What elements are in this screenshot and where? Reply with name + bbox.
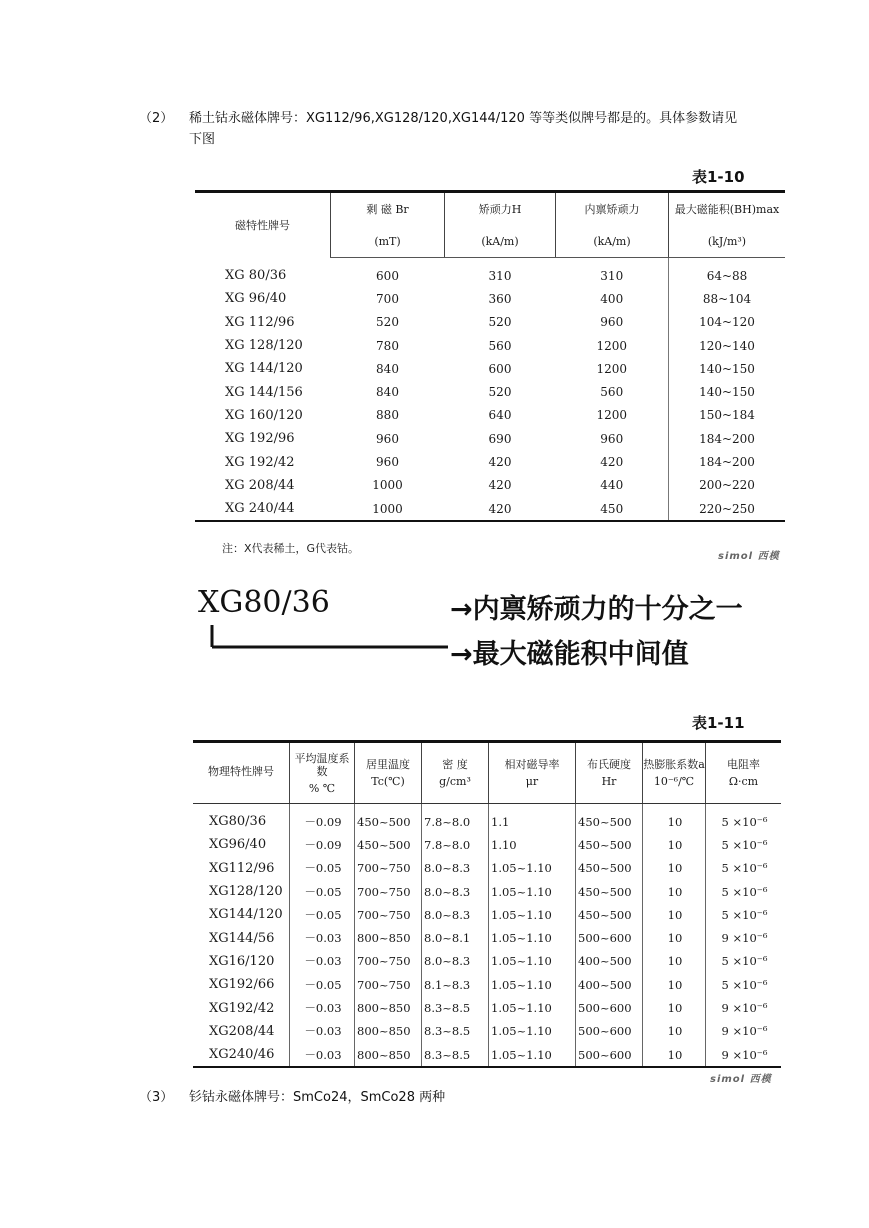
value-cell: 5 ×10⁻⁶ (706, 880, 782, 903)
value-cell: 880 (376, 408, 399, 423)
grade-cell: XG 192/42 (225, 454, 295, 470)
value-cell: 120~140 (669, 334, 786, 357)
value-cell: 9 ×10⁻⁶ (706, 1043, 782, 1067)
value-cell: 8.3~8.5 (422, 1043, 489, 1067)
value-cell: 1.05~1.10 (489, 973, 576, 996)
value-cell: 700~750 (355, 880, 422, 903)
value-cell: 5 ×10⁻⁶ (706, 903, 782, 926)
table-2 (193, 740, 781, 1068)
legend-code: XG80/36 (198, 585, 330, 620)
value-cell: 7.8~8.0 (422, 804, 489, 834)
value-cell: 10 (643, 1020, 706, 1043)
value-cell: 840 (376, 361, 399, 376)
table-2-header (355, 742, 422, 804)
value-cell: 9 ×10⁻⁶ (706, 926, 782, 949)
value-cell: 5 ×10⁻⁶ (706, 973, 782, 996)
table-2-header (290, 742, 355, 804)
value-cell: 560 (600, 385, 624, 400)
value-cell: 420 (488, 501, 512, 516)
table-2-body (193, 804, 781, 1068)
table-2-header-label: 相对磁导率 (504, 758, 560, 771)
value-cell: 800~850 (355, 926, 422, 949)
value-cell: －0.03 (290, 926, 355, 949)
table-2-header-label: 居里温度 (366, 758, 410, 771)
table-1-body (195, 258, 785, 522)
table-row (195, 380, 785, 403)
grade-cell: XG 112/96 (225, 314, 295, 330)
value-cell: 400 (600, 291, 624, 306)
grade-cell: XG208/44 (209, 1023, 275, 1039)
value-cell: 310 (600, 268, 624, 283)
paragraph-2-text: 稀土钴永磁体牌号：XG112/96,XG128/120,XG144/120 等等类似牌号都是的。具体参数请见下图 (189, 111, 738, 147)
legend-line-1: →内禀矫顽力的十分之一 (450, 594, 743, 625)
value-cell: 960 (376, 431, 399, 446)
value-cell: 500~600 (576, 996, 643, 1019)
value-cell: 700~750 (355, 903, 422, 926)
value-cell: 9 ×10⁻⁶ (706, 996, 782, 1019)
table-2-title: 表1-11 (692, 714, 745, 732)
table-row (193, 1043, 781, 1067)
table-2-header (422, 742, 489, 804)
table-1-unit-br: (mT) (331, 225, 445, 258)
table-row (193, 996, 781, 1019)
value-cell: 10 (643, 950, 706, 973)
grade-cell: XG144/120 (209, 907, 283, 923)
value-cell: 420 (488, 455, 512, 470)
value-cell: 700~750 (355, 950, 422, 973)
table-1-title: 表1-10 (692, 168, 745, 186)
value-cell: 1.05~1.10 (489, 1020, 576, 1043)
table-1 (195, 190, 785, 522)
value-cell: 700 (376, 291, 399, 306)
value-cell: 1200 (596, 338, 628, 353)
value-cell: 104~120 (669, 311, 786, 334)
value-cell: 1200 (596, 361, 628, 376)
table-2-header-label: 热膨胀系数a (643, 758, 705, 771)
table-2-header-unit: Ω·cm (728, 775, 759, 788)
table-row (193, 1020, 781, 1043)
value-cell: 200~220 (669, 474, 786, 497)
value-cell: 600 (376, 268, 399, 283)
value-cell: 500~600 (576, 926, 643, 949)
table-2-header-unit: Tc(℃) (371, 775, 405, 788)
value-cell: 500~600 (576, 1043, 643, 1067)
table-2-header (489, 742, 576, 804)
grade-cell: XG240/46 (209, 1047, 275, 1063)
value-cell: 8.0~8.3 (422, 903, 489, 926)
value-cell: 184~200 (669, 427, 786, 450)
value-cell: －0.03 (290, 996, 355, 1019)
value-cell: 5 ×10⁻⁶ (706, 804, 782, 834)
value-cell: 1.05~1.10 (489, 880, 576, 903)
value-cell: 960 (600, 315, 624, 330)
value-cell: －0.09 (290, 804, 355, 834)
value-cell: －0.05 (290, 903, 355, 926)
value-cell: 400~500 (576, 950, 643, 973)
value-cell: 450 (600, 501, 624, 516)
value-cell: 700~750 (355, 973, 422, 996)
value-cell: 1.10 (489, 833, 576, 856)
value-cell: 5 ×10⁻⁶ (706, 950, 782, 973)
value-cell: 5 ×10⁻⁶ (706, 833, 782, 856)
table-2-header-unit: Hr (601, 775, 617, 788)
value-cell: 1.05~1.10 (489, 857, 576, 880)
paragraph-2-number: （2） (139, 111, 174, 126)
value-cell: －0.05 (290, 973, 355, 996)
value-cell: 690 (488, 431, 512, 446)
value-cell: 420 (488, 478, 512, 493)
table-1-unit-hc: (kA/m) (445, 225, 556, 258)
value-cell: 520 (376, 315, 399, 330)
value-cell: 420 (600, 455, 624, 470)
value-cell: 960 (600, 431, 624, 446)
grade-cell: XG 80/36 (225, 267, 287, 283)
value-cell: 10 (643, 903, 706, 926)
table-2-header-label: 布氏硬度 (587, 758, 631, 771)
table-row (195, 258, 785, 288)
grade-cell: XG 240/44 (225, 501, 295, 517)
grade-cell: XG 192/96 (225, 431, 295, 447)
table-row (195, 357, 785, 380)
grade-cell: XG192/42 (209, 1000, 275, 1016)
value-cell: 450~500 (355, 833, 422, 856)
value-cell: 840 (376, 385, 399, 400)
value-cell: 560 (488, 338, 512, 353)
table-1-note: 注：X代表稀土，G代表钴。 (222, 542, 360, 555)
value-cell: 450~500 (576, 833, 643, 856)
grade-cell: XG 96/40 (225, 291, 287, 307)
value-cell: －0.03 (290, 950, 355, 973)
grade-cell: XG16/120 (209, 953, 275, 969)
value-cell: 10 (643, 857, 706, 880)
table-row (195, 450, 785, 473)
table-row (193, 903, 781, 926)
value-cell: 450~500 (576, 903, 643, 926)
grade-cell: XG192/66 (209, 977, 275, 993)
table-2-header (706, 742, 782, 804)
value-cell: 1000 (372, 478, 403, 493)
table-2-header-unit: μr (525, 775, 539, 788)
value-cell: 520 (488, 315, 512, 330)
value-cell: 600 (488, 361, 512, 376)
watermark-logo: simol 西模 (718, 551, 780, 562)
value-cell: 8.0~8.1 (422, 926, 489, 949)
grade-code-legend (198, 585, 758, 675)
value-cell: 10 (643, 804, 706, 834)
grade-cell: XG144/56 (209, 930, 275, 946)
value-cell: 450~500 (576, 880, 643, 903)
value-cell: 64~88 (669, 258, 786, 288)
table-2-header (193, 742, 290, 804)
value-cell: 440 (600, 478, 624, 493)
grade-cell: XG 144/156 (225, 384, 303, 400)
table-1-header-grade: 磁特性牌号 (235, 219, 290, 233)
paragraph-3-text: 钐钴永磁体牌号：SmCo24，SmCo28 两种 (189, 1090, 446, 1105)
value-cell: 520 (488, 385, 512, 400)
value-cell: 184~200 (669, 450, 786, 473)
value-cell: 500~600 (576, 1020, 643, 1043)
grade-cell: XG112/96 (209, 860, 275, 876)
value-cell: －0.05 (290, 880, 355, 903)
value-cell: 10 (643, 996, 706, 1019)
value-cell: 960 (376, 455, 399, 470)
table-row (193, 857, 781, 880)
table-2-header-unit: % ℃ (308, 781, 336, 795)
watermark-logo: simol 西模 (710, 1074, 772, 1085)
value-cell: 8.0~8.3 (422, 950, 489, 973)
table-2-header-unit: g/cm³ (439, 775, 471, 788)
value-cell: 150~184 (669, 404, 786, 427)
value-cell: 1.05~1.10 (489, 926, 576, 949)
value-cell: 1.1 (489, 804, 576, 834)
value-cell: 1.05~1.10 (489, 903, 576, 926)
grade-cell: XG 160/120 (225, 407, 303, 423)
table-row (193, 973, 781, 996)
table-row (195, 311, 785, 334)
paragraph-3-number: （3） (139, 1090, 174, 1105)
value-cell: 640 (488, 408, 512, 423)
table-1-header-bhmax: 最大磁能积(BH)max (669, 192, 786, 226)
value-cell: 1.05~1.10 (489, 950, 576, 973)
legend-line-2: →最大磁能积中间值 (450, 639, 689, 670)
table-row (193, 880, 781, 903)
table-row (193, 950, 781, 973)
value-cell: 400~500 (576, 973, 643, 996)
table-1-header-hci: 内禀矫顽力 (556, 192, 669, 226)
value-cell: 450~500 (355, 804, 422, 834)
value-cell: 310 (488, 268, 512, 283)
value-cell: －0.03 (290, 1020, 355, 1043)
table-row (195, 334, 785, 357)
value-cell: 1200 (596, 408, 628, 423)
table-2-header (576, 742, 643, 804)
value-cell: 10 (643, 833, 706, 856)
table-row (195, 427, 785, 450)
table-1-header-hc: 矫顽力H (445, 192, 556, 226)
value-cell: 9 ×10⁻⁶ (706, 1020, 782, 1043)
value-cell: 5 ×10⁻⁶ (706, 857, 782, 880)
value-cell: 10 (643, 973, 706, 996)
grade-cell: XG128/120 (209, 884, 283, 900)
value-cell: 1000 (372, 501, 403, 516)
grade-cell: XG 128/120 (225, 338, 303, 354)
table-row (193, 833, 781, 856)
grade-cell: XG 144/120 (225, 361, 303, 377)
table-1-unit-bhmax: (kJ/m³) (669, 225, 786, 258)
value-cell: 8.3~8.5 (422, 996, 489, 1019)
value-cell: 10 (643, 1043, 706, 1067)
value-cell: 800~850 (355, 1020, 422, 1043)
table-row (195, 497, 785, 521)
value-cell: 88~104 (669, 287, 786, 310)
table-2-header-label: 密 度 (442, 758, 468, 771)
table-row (193, 926, 781, 949)
table-row (195, 404, 785, 427)
table-row (195, 287, 785, 310)
value-cell: 800~850 (355, 1043, 422, 1067)
value-cell: 800~850 (355, 996, 422, 1019)
value-cell: 1.05~1.10 (489, 996, 576, 1019)
table-2-header-unit: 10⁻⁶/℃ (653, 775, 695, 788)
table-row (193, 804, 781, 834)
value-cell: 7.8~8.0 (422, 833, 489, 856)
grade-cell: XG80/36 (209, 814, 267, 830)
value-cell: －0.05 (290, 857, 355, 880)
value-cell: 8.0~8.3 (422, 857, 489, 880)
table-2-header-label: 平均温度系数 (294, 751, 350, 778)
value-cell: 780 (376, 338, 399, 353)
value-cell: 10 (643, 880, 706, 903)
grade-cell: XG96/40 (209, 837, 267, 853)
value-cell: －0.09 (290, 833, 355, 856)
value-cell: 450~500 (576, 804, 643, 834)
grade-cell: XG 208/44 (225, 477, 295, 493)
value-cell: 1.05~1.10 (489, 1043, 576, 1067)
value-cell: 140~150 (669, 357, 786, 380)
value-cell: 8.3~8.5 (422, 1020, 489, 1043)
value-cell: －0.03 (290, 1043, 355, 1067)
table-1-unit-hci: (kA/m) (556, 225, 669, 258)
value-cell: 8.0~8.3 (422, 880, 489, 903)
value-cell: 360 (488, 291, 512, 306)
value-cell: 140~150 (669, 380, 786, 403)
table-1-header-br: 剩 磁 Br (331, 192, 445, 226)
table-2-header-label: 物理特性牌号 (208, 764, 274, 778)
value-cell: 450~500 (576, 857, 643, 880)
table-2-header (643, 742, 706, 804)
value-cell: 10 (643, 926, 706, 949)
table-row (195, 474, 785, 497)
table-2-header-label: 电阻率 (727, 758, 760, 771)
legend-bracket-arrow (198, 585, 458, 675)
value-cell: 220~250 (669, 497, 786, 521)
value-cell: 8.1~8.3 (422, 973, 489, 996)
value-cell: 700~750 (355, 857, 422, 880)
